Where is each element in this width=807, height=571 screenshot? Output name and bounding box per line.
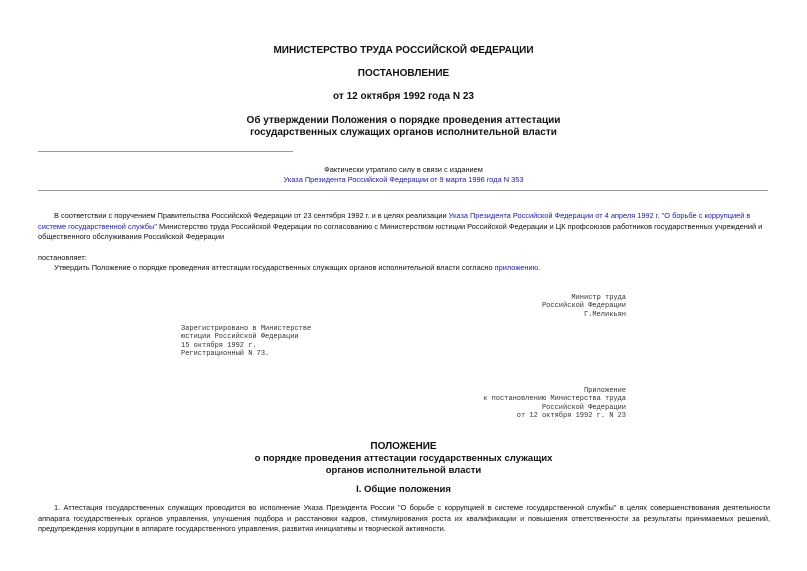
appendix-line1: Приложение — [583, 387, 626, 395]
preamble-text-1: В соответствии с поручением Правительства Российской Федерации от 23 сентября 1992 г. и в целях реализации — [54, 211, 449, 220]
regulation-subtitle-line1: о порядке проведения аттестации государственных служащих — [254, 453, 553, 464]
regulation-title: ПОЛОЖЕНИЕ — [370, 441, 437, 452]
document-type: ПОСТАНОВЛЕНИЕ — [357, 68, 450, 79]
appendix-line2: к постановлению Министерства труда — [483, 395, 626, 404]
appendix-line3: Российской Федерации — [541, 403, 626, 412]
divider-bottom — [38, 190, 768, 191]
document-date-number: от 12 октября 1992 года N 23 — [333, 91, 474, 102]
document-title-line1: Об утверждении Положения о порядке проведения аттестации — [246, 115, 561, 126]
resolves-paragraph — [54, 263, 770, 274]
status-note: Фактически утратило силу в связи с изданием — [324, 165, 483, 174]
registration-line2: юстиции Российской Федерации — [181, 333, 299, 342]
preamble-paragraph — [38, 211, 770, 243]
resolves-text: Утвердить Положение о порядке проведения аттестации государственных служащих органов исполнительной власти согласно — [54, 263, 495, 272]
document-title-line2: государственных служащих органов исполнительной власти — [250, 127, 557, 138]
appendix-line4: от 12 октября 1992 г. N 23 — [516, 412, 626, 421]
regulation-subtitle-line2: органов исполнительной власти — [325, 465, 482, 476]
appendix-block — [400, 387, 626, 421]
signature-line3: Г.Меликьян — [583, 310, 626, 319]
registration-block — [181, 325, 311, 359]
ministry-heading: МИНИСТЕРСТВО ТРУДА РОССИЙСКОЙ ФЕДЕРАЦИИ — [273, 45, 534, 56]
registration-line4: Регистрационный N 73. — [181, 350, 270, 359]
status-link[interactable]: Указа Президента Российской Федерации от 9 марта 1996 года N 353 — [283, 175, 524, 184]
preamble-text-2: Министерство труда Российской Федерации по согласованию с Министерством юстиции Российской Федерации и ЦК профсоюзов работников государственных учреждений и общественного обслуживания Российской Федерации — [38, 221, 763, 241]
registration-line1: Зарегистрировано в Министерстве — [181, 325, 312, 333]
resolves-label: постановляет: — [38, 253, 87, 262]
appendix-link[interactable]: приложению — [494, 263, 539, 272]
preamble-decree-link[interactable]: Указа Президента Российской Федерации от 4 апреля 1992 г. "О борьбе с коррупцией в системе государственной службы" — [38, 211, 751, 231]
signature-line2: Российской Федерации — [541, 302, 626, 311]
resolves-tail: . — [538, 263, 541, 272]
section-heading: I. Общие положения — [356, 484, 451, 495]
regulation-paragraph-1: 1. Аттестация государственных служащих проводится во исполнение Указа Президента России "О борьбе с коррупцией в системе государственной службы" в целях совершенствования деятельности аппарата государственных органов управления, улучшения подбора и расстановки кадров, стимулирования роста их квалификации и повышения ответственности за результаты принимаемых решений, предупреждения коррупции в аппарате государственного управления, развития инициативы и творческой активности. — [38, 503, 770, 533]
signature-block — [400, 294, 626, 319]
divider-top — [38, 151, 293, 152]
registration-line3: 15 октября 1992 г. — [181, 341, 257, 350]
signature-line1: Министр труда — [571, 294, 626, 302]
